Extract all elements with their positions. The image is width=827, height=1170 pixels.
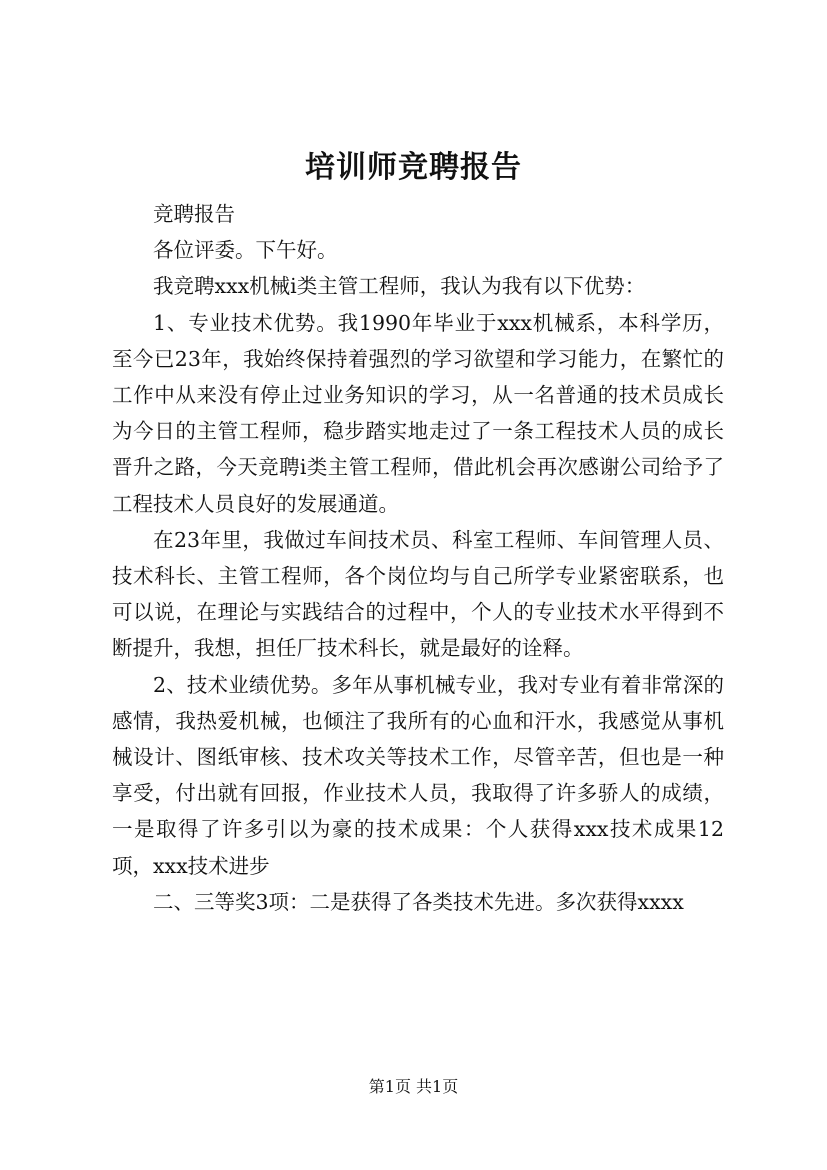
paragraph-tech-advantage: 1、专业技术优势。我1990年毕业于xxx机械系，本科学历，至今已23年，我始终保持着强烈的学习欲望和学习能力，在繁忙的工作中从来没有停止过业务知识的学习，从一名普通的技术员成长为今日的主管工程师，稳步踏实地走过了一条工程技术人员的成长晋升之路，今天竞聘i类主管工程师，借此机会再次感谢公司给予了工程技术人员良好的发展通道。 <box>112 310 724 516</box>
paragraph-greeting: 各位评委。下午好。 <box>153 238 338 263</box>
page-footer: 第1页 共1页 <box>368 1077 459 1096</box>
paragraph-heading: 竞聘报告 <box>153 202 235 226</box>
paragraph-awards: 二、三等奖3项：二是获得了各类技术先进。多次获得xxxx <box>153 889 684 914</box>
paragraph-intro: 我竞聘xxx机械i类主管工程师，我认为我有以下优势： <box>153 274 646 299</box>
document-body <box>112 196 724 920</box>
document-title: 培训师竞聘报告 <box>305 150 522 185</box>
paragraph-performance: 2、技术业绩优势。多年从事机械专业，我对专业有着非常深的感情，我热爱机械，也倾注了我所有的心血和汗水，我感觉从事机械设计、图纸审核、技术攻关等技术工作，尽管辛苦，但也是一种享受，付出就有回报，作业技术人员，我取得了许多骄人的成绩，一是取得了许多引以为豪的技术成果：个人获得xxx技术成果12项，xxx技术进步 <box>112 672 724 878</box>
paragraph-experience: 在23年里，我做过车间技术员、科室工程师、车间管理人员、技术科长、主管工程师，各个岗位均与自己所学专业紧密联系，也可以说，在理论与实践结合的过程中，个人的专业技术水平得到不断提升，我想，担任厂技术科长，就是最好的诠释。 <box>112 527 724 661</box>
